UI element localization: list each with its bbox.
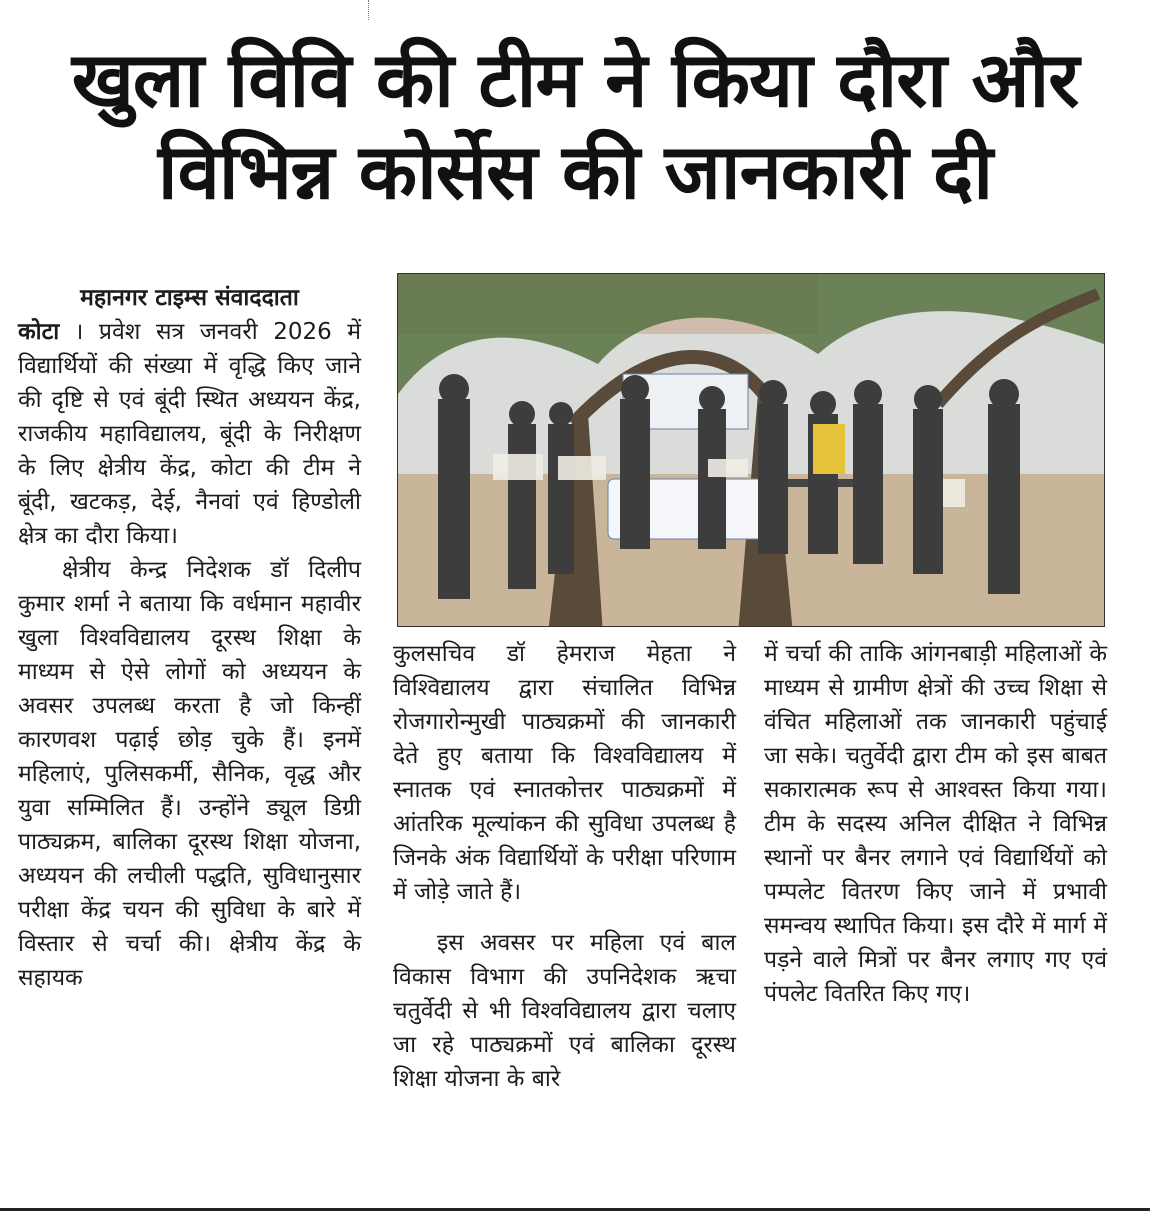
group-photo-illustration <box>398 274 1104 626</box>
article-column-1 <box>18 281 361 995</box>
headline <box>0 34 1150 218</box>
bottom-rule <box>0 1208 1150 1211</box>
headline-line-1: खुला विवि की टीम ने किया दौरा और <box>71 35 1079 124</box>
page-fold-mark <box>368 0 369 20</box>
article-paragraph: में चर्चा की ताकि आंगनबाड़ी महिलाओं के माध्यम से ग्रामीण क्षेत्रों की उच्च शिक्षा से वंचित महिलाओं तक जानकारी पहुंचाई जा सके। चतुर्वेदी द्वारा टीम को इस बाबत सकारात्मक रूप से आश्वस्त किया गया। टीम के सदस्य अनिल दीक्षित ने विभिन्न स्थानों पर बैनर लगाने एवं विद्यार्थियों को पम्पलेट वितरण किए जाने में प्रभावी समन्वय स्थापित किया। इस दौरे में मार्ग में पड़ने वाले मित्रों पर बैनर लगाए गए एवं पंपलेट वितरित किए गए। <box>764 641 1107 1007</box>
dateline: कोटा <box>18 319 60 345</box>
article-column-2 <box>393 637 736 1096</box>
lead-paragraph <box>18 315 361 553</box>
lead-paragraph-text: । प्रवेश सत्र जनवरी 2026 में विद्यार्थियों की संख्या में वृद्धि किए जाने की दृष्टि से एवं बूंदी स्थित अध्ययन केंद्र, राजकीय महाविद्यालय, बूंदी के निरीक्षण के लिए क्षेत्रीय केंद्र, कोटा की टीम ने बूंदी, खटकड़, देई, नैनवां एवं हिण्डोली क्षेत्र का दौरा किया। <box>18 319 361 549</box>
headline-line-2: विभिन्न कोर्सेस की जानकारी दी <box>157 127 993 216</box>
article-column-3 <box>764 637 1107 1011</box>
article-paragraph: क्षेत्रीय केन्द्र निदेशक डॉ दिलीप कुमार शर्मा ने बताया कि वर्धमान महावीर खुला विश्वविद्यालय दूरस्थ शिक्षा के माध्यम से ऐसे लोगों को अध्ययन के अवसर उपलब्ध करता है जो किन्हीं कारणवश पढ़ाई छोड़ चुके हैं। इनमें महिलाएं, पुलिसकर्मी, सैनिक, वृद्ध और युवा सम्मिलित हैं। उन्होंने ड्यूल डिग्री पाठ्यक्रम, बालिका दूरस्थ शिक्षा योजना, अध्ययन की लचीली पद्धति, सुविधानुसार परीक्षा केंद्र चयन की सुविधा के बारे में विस्तार से चर्चा की। क्षेत्रीय केंद्र के सहायक <box>18 557 361 991</box>
article-paragraph: इस अवसर पर महिला एवं बाल विकास विभाग की उपनिदेशक ऋचा चतुर्वेदी से भी विश्वविद्यालय द्वारा चलाए जा रहे पाठ्यक्रमों एवं बालिका दूरस्थ शिक्षा योजना के बारे <box>393 930 736 1092</box>
byline: महानगर टाइम्स संवाददाता <box>80 285 299 311</box>
article-paragraph: कुलसचिव डॉ हेमराज मेहता ने विश्विद्यालय द्वारा संचालित विभिन्न रोजगारोन्मुखी पाठ्यक्रमों की जानकारी देते हुए बताया कि विश्वविद्यालय में स्नातक एवं स्नातकोत्तर पाठ्यक्रमों में आंतरिक मूल्यांकन की सुविधा उपलब्ध है जिनके अंक विद्यार्थियों के परीक्षा परिणाम में जोड़े जाते हैं। <box>393 641 736 905</box>
news-photo <box>397 273 1105 627</box>
